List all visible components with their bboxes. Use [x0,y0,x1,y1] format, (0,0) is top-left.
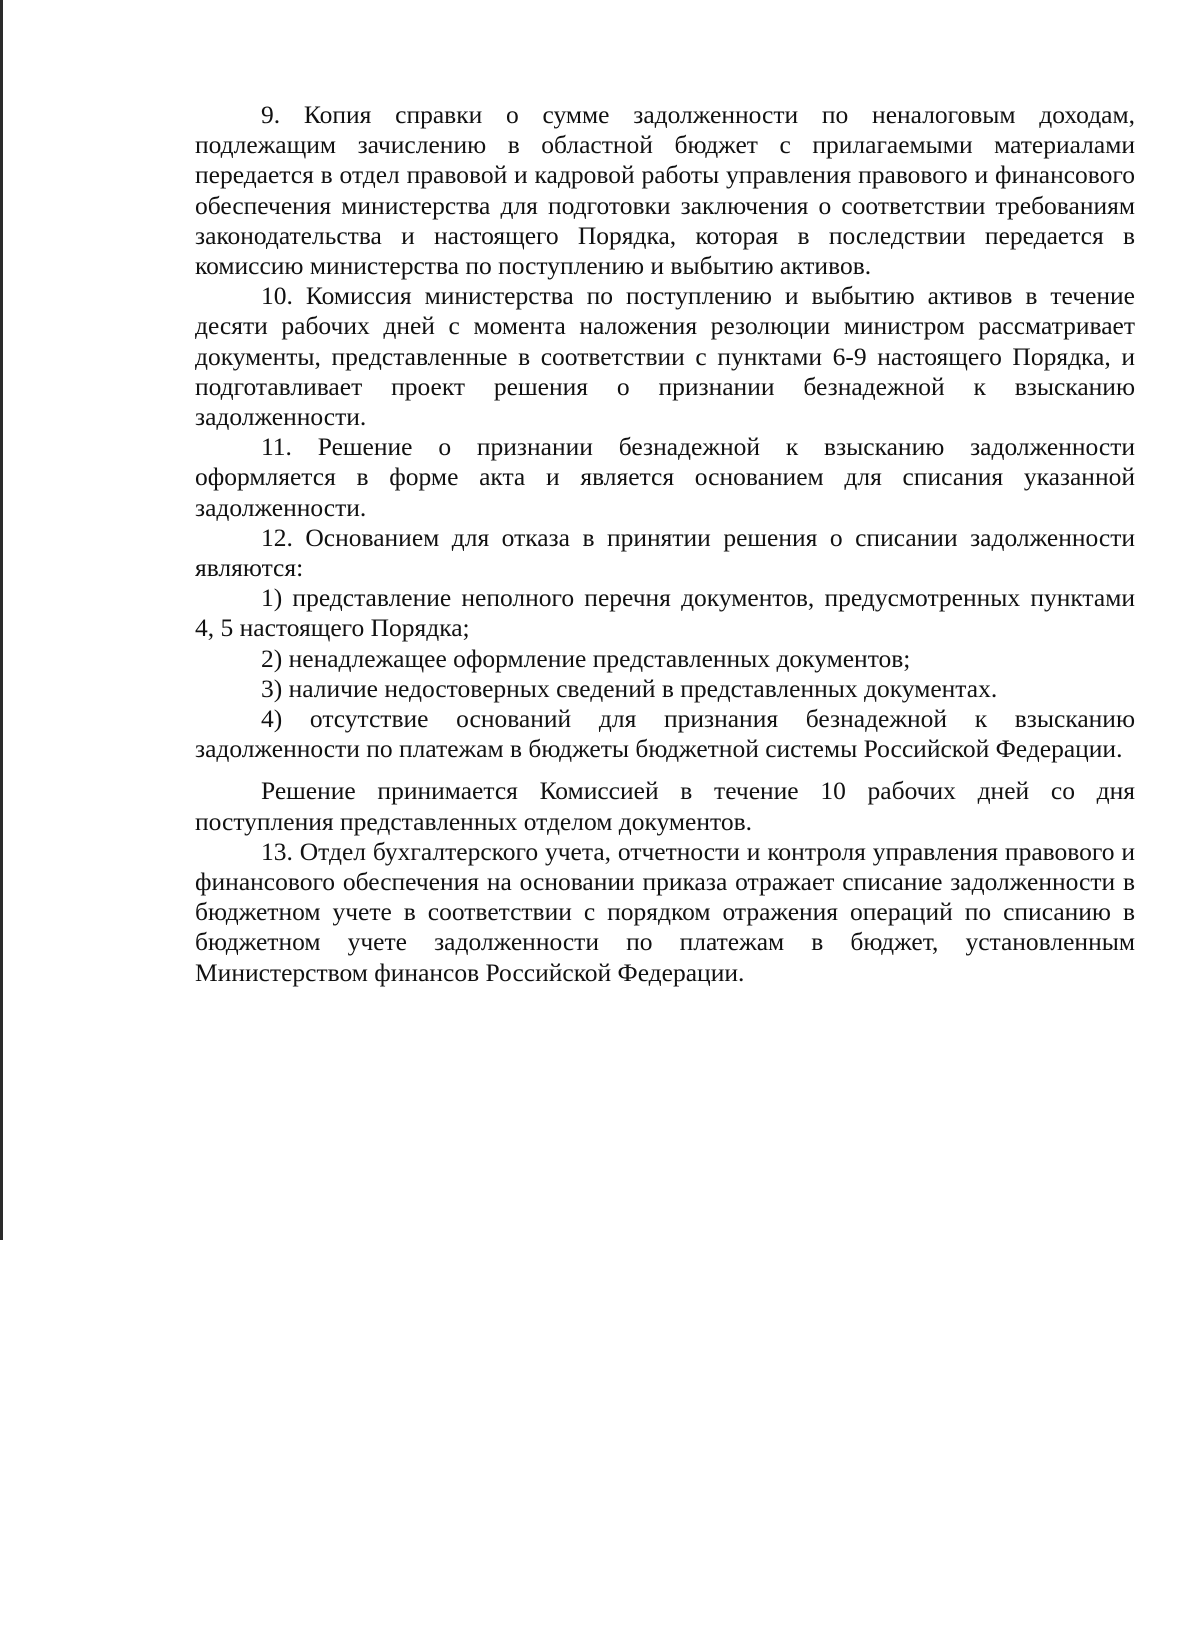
paragraph-decision-term: Решение принимается Комиссией в течение 10 рабочих дней со дня поступления представленных отделом документов. [195,776,1135,836]
paragraph-item-10: 10. Комиссия министерства по поступлению и выбытию активов в течение десяти рабочих дней с момента наложения резолюции министром рассматривает документы, представленные в соответствии с пунктами 6-9 настоящего Порядка, и подготавливает проект решения о признании безнадежной к взысканию задолженности. [195,281,1135,432]
paragraph-subitem-3: 3) наличие недостоверных сведений в представленных документах. [261,673,998,703]
paragraph-item-13: 13. Отдел бухгалтерского учета, отчетности и контроля управления правового и финансового обеспечения на основании приказа отражает списание задолженности в бюджетном учете в соответствии с порядком отражения операций по списанию в бюджетном учете задолженности по платежам в бюджет, установленным Министерством финансов Российской Федерации. [195,836,1135,987]
paragraph-item-12: 12. Основанием для отказа в принятии решения о списании задолженности являются: [195,522,1135,583]
document-page [195,100,1135,988]
paragraph-subitem-2: 2) ненадлежащее оформление представленных документов; [261,643,911,673]
paragraph-item-11: 11. Решение о признании безнадежной к взысканию задолженности оформляется в форме акта и является основанием для списания указанной задолженности. [195,432,1135,522]
paragraph-item-9: 9. Копия справки о сумме задолженности по неналоговым доходам, подлежащим зачислению в областной бюджет с прилагаемыми материалами передается в отдел правовой и кадровой работы управления правового и финансового обеспечения министерства для подготовки заключения о соответствии требованиям законодательства и настоящего Порядка, которая в последствии передается в комиссию министерства по поступлению и выбытию активов. [195,100,1135,281]
scan-border [0,0,3,1240]
paragraph-subitem-4: 4) отсутствие оснований для признания безнадежной к взысканию задолженности по платежам в бюджеты бюджетной системы Российской Федерации. [195,704,1135,764]
paragraph-subitem-1: 1) представление неполного перечня документов, предусмотренных пунктами 4, 5 настоящего Порядка; [195,583,1135,643]
